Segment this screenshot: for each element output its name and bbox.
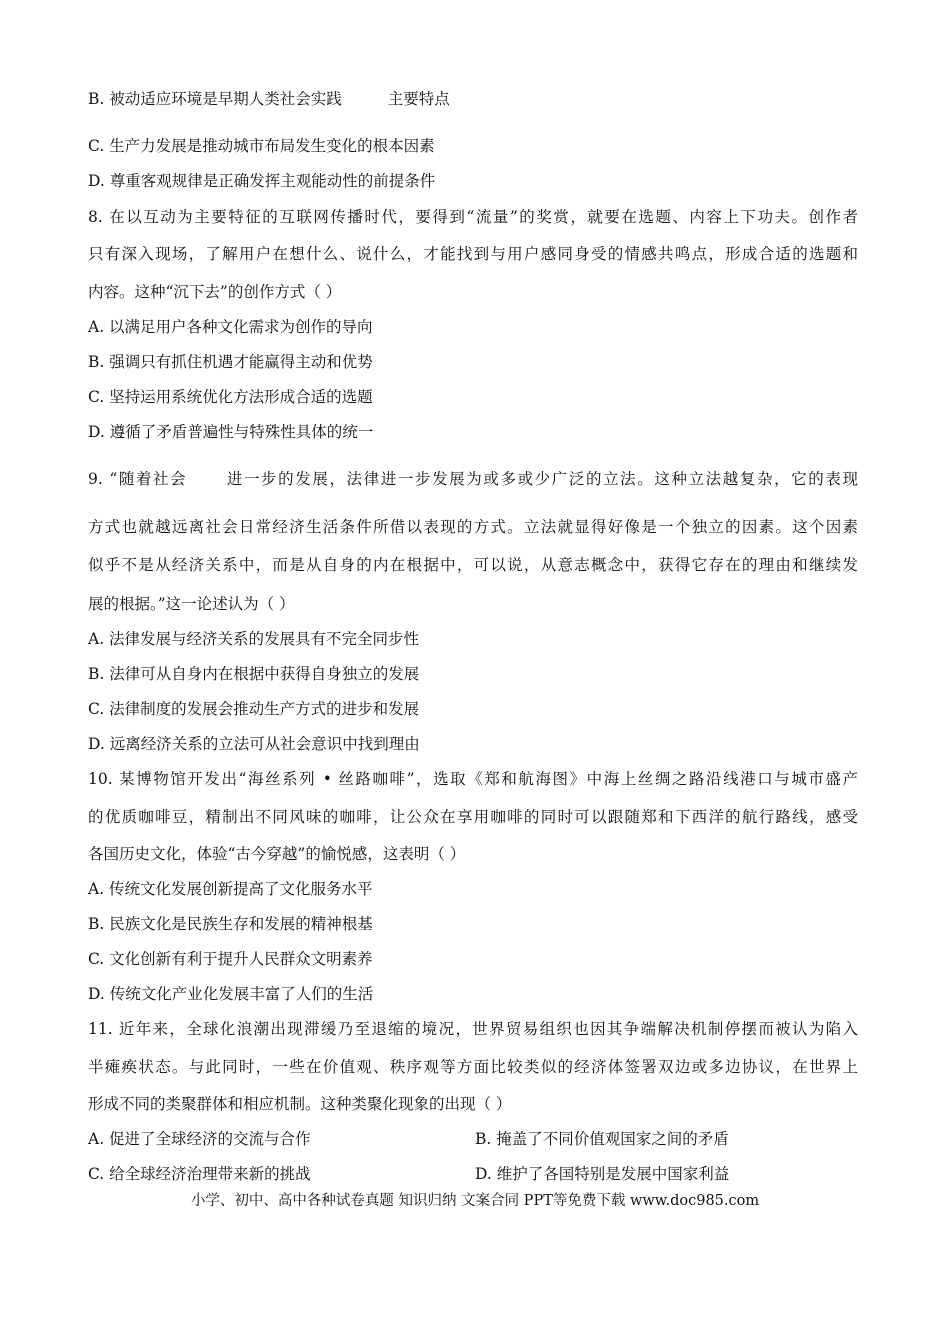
- q10-option-d: D. 传统文化产业化发展丰富了人们的生活: [88, 985, 374, 1003]
- q11-option-a: A. 促进了全球经济的交流与合作: [88, 1130, 311, 1148]
- q11-option-b: B. 掩盖了不同价值观国家之间的矛盾: [475, 1130, 729, 1148]
- q8-option-b: B. 强调只有抓住机遇才能赢得主动和优势: [88, 353, 373, 371]
- q9-stem-line: 9. “随着社会 进一步的发展，法律进一步发展为或多或少广泛的立法。这种立法越复杂，它的表现: [88, 470, 858, 488]
- q9-option-d: D. 远离经济关系的立法可从社会意识中找到理由: [88, 735, 420, 753]
- q11-option-c: C. 给全球经济治理带来新的挑战: [88, 1165, 311, 1183]
- q8-option-a: A. 以满足用户各种文化需求为创作的导向: [88, 318, 373, 336]
- q8-stem-line: 内容。这种“沉下去”的创作方式（ ）: [88, 283, 342, 301]
- q10-stem-line: 10. 某博物馆开发出“海丝系列 • 丝路咖啡”，选取《郑和航海图》中海上丝绸之路沿线港口与城市盛产: [88, 770, 858, 788]
- page-footer: 小学、初中、高中各种试卷真题 知识归纳 文案合同 PPT等免费下载 www.doc985.com: [190, 1193, 760, 1209]
- q8-stem-line: 8. 在以互动为主要特征的互联网传播时代，要得到“流量”的奖赏，就要在选题、内容上下功夫。创作者: [88, 208, 858, 226]
- q9-stem-line: 展的根据。”这一论述认为（ ）: [88, 595, 295, 613]
- q11-stem-line: 11. 近年来，全球化浪潮出现滞缓乃至退缩的境况，世界贸易组织也因其争端解决机制停摆而被认为陷入: [88, 1020, 858, 1038]
- q11-stem-line: 半瘫痪状态。与此同时，一些在价值观、秩序观等方面比较类似的经济体签署双边或多边协议，在世界上: [88, 1058, 858, 1076]
- q10-stem-line: 各国历史文化，体验“古今穿越”的愉悦感，这表明（ ）: [88, 845, 466, 863]
- q11-stem-line: 形成不同的类聚群体和相应机制。这种类聚化现象的出现（ ）: [88, 1095, 512, 1113]
- q10-stem-line: 的优质咖啡豆，精制出不同风味的咖啡，让公众在享用咖啡的同时可以跟随郑和下西洋的航行路线，感受: [88, 808, 858, 826]
- q9-option-c: C. 法律制度的发展会推动生产方式的进步和发展: [88, 700, 420, 718]
- q8-stem-line: 只有深入现场，了解用户在想什么、说什么，才能找到与用户感同身受的情感共鸣点，形成合适的选题和: [88, 245, 858, 263]
- q8-option-c: C. 坚持运用系统优化方法形成合适的选题: [88, 388, 373, 406]
- q9-option-a: A. 法律发展与经济关系的发展具有不完全同步性: [88, 630, 420, 648]
- q7-option-d: D. 尊重客观规律是正确发挥主观能动性的前提条件: [88, 172, 436, 190]
- q8-option-d: D. 遵循了矛盾普遍性与特殊性具体的统一: [88, 423, 374, 441]
- q11-option-d: D. 维护了各国特别是发展中国家利益: [475, 1165, 730, 1183]
- q10-option-b: B. 民族文化是民族生存和发展的精神根基: [88, 915, 373, 933]
- q9-option-b: B. 法律可从自身内在根据中获得自身独立的发展: [88, 665, 420, 683]
- q10-option-c: C. 文化创新有利于提升人民群众文明素养: [88, 950, 373, 968]
- q7-option-c: C. 生产力发展是推动城市布局发生变化的根本因素: [88, 137, 435, 155]
- q10-option-a: A. 传统文化发展创新提高了文化服务水平: [88, 880, 373, 898]
- q7-option-b: B. 被动适应环境是早期人类社会实践 主要特点: [88, 90, 450, 108]
- q9-stem-line: 似乎不是从经济关系中，而是从自身的内在根据中，可以说，从意志概念中，获得它存在的理由和继续发: [88, 556, 858, 574]
- q9-stem-line: 方式也就越远离社会日常经济生活条件所借以表现的方式。立法就显得好像是一个独立的因素。这个因素: [88, 518, 858, 536]
